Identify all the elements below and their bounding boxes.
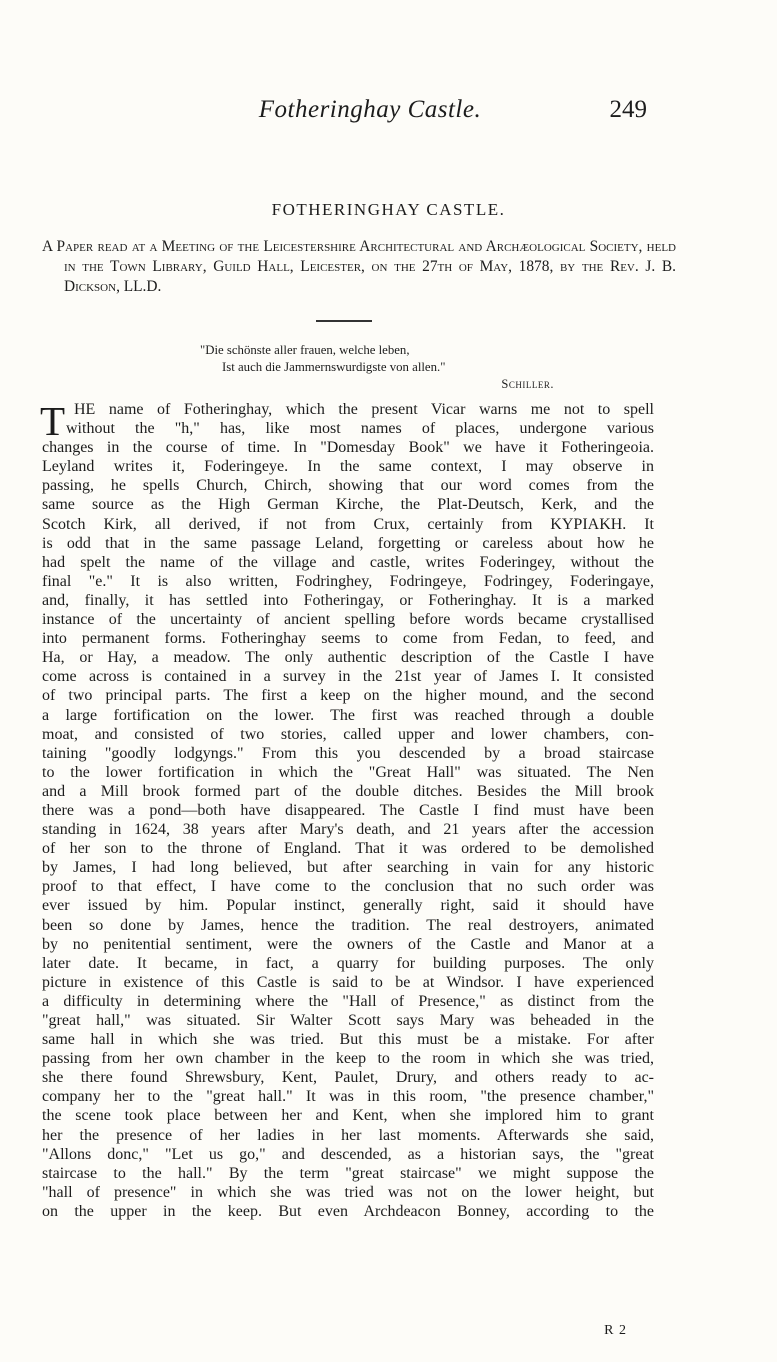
- body-line: "Allons donc," "Let us go," and descended, as a historian says, the "great: [42, 1145, 654, 1163]
- body-line: without the "h," has, like most names of places, undergone various: [66, 420, 654, 438]
- body-line: final "e." It is also written, Fodringhey, Fodringeye, Fodringey, Foderingaye,: [42, 572, 654, 590]
- body-line: her the presence of her ladies in her last moments. Afterwards she said,: [42, 1126, 654, 1144]
- body-line: later date. It became, in fact, a quarry for building purposes. The only: [42, 954, 654, 972]
- body-line: on the upper in the keep. But even Archdeacon Bonney, according to the: [42, 1202, 654, 1220]
- section-rule: [316, 320, 372, 322]
- body-line: she there found Shrewsbury, Kent, Paulet, Drury, and others ready to ac-: [42, 1069, 654, 1087]
- body-line: come across is contained in a survey in the 21st year of James I. It consisted: [42, 668, 654, 686]
- body-line: Scotch Kirk, all derived, if not from Crux, certainly from ΚΥΡΙΑΚΗ. It: [42, 515, 654, 533]
- page-number: 249: [609, 96, 647, 123]
- body-line: of her son to the throne of England. That it was ordered to be demolished: [42, 840, 654, 858]
- body-line: by James, I had long believed, but after searching in vain for any historic: [42, 859, 654, 877]
- body-line: been so done by James, hence the tradition. The real destroyers, animated: [42, 916, 654, 934]
- body-line: same hall in which she was tried. But this must be a mistake. For after: [42, 1031, 654, 1049]
- body-line: and a Mill brook formed part of the double ditches. Besides the Mill brook: [42, 782, 654, 800]
- body-line: proof to that effect, I have come to the conclusion that no such order was: [42, 878, 654, 896]
- body-line: into permanent forms. Fotheringhay seems to come from Fedan, to feed, and: [42, 630, 654, 648]
- body-line: to the lower fortification in which the "Great Hall" was situated. The Nen: [42, 763, 654, 781]
- body-line: there was a pond—both have disappeared. The Castle I find must have been: [42, 801, 654, 819]
- epigraph: [200, 342, 560, 393]
- drop-cap: T: [40, 398, 66, 444]
- body-line: HE name of Fotheringhay, which the present Vicar warns me not to spell: [74, 401, 654, 418]
- body-line: by no penitential sentiment, were the owners of the Castle and Manor at a: [42, 935, 654, 953]
- body-line: Ha, or Hay, a meadow. The only authentic description of the Castle I have: [42, 649, 654, 667]
- body-line: picture in existence of this Castle is said to be at Windsor. I have experienced: [42, 973, 654, 991]
- body-line: and, finally, it has settled into Fotheringay, or Fotheringhay. It is a marked: [42, 591, 654, 609]
- article-subtitle: A Paper read at a Meeting of the Leicestershire Architectural and Archæological Society, held in the Town Library, Guild Hall, Leicester, on the 27th of May, 1878, by the Rev. J. B. Dickson, LL.D.: [42, 238, 676, 295]
- body-line: passing from her own chamber in the keep to the room in which she was tried,: [42, 1050, 654, 1068]
- epigraph-line: "Die schönste aller frauen, welche leben,: [200, 343, 410, 357]
- body-text: [42, 400, 654, 1221]
- body-line: of two principal parts. The first a keep on the higher mound, and the second: [42, 687, 654, 705]
- running-title: Fotheringhay Castle.: [258, 96, 482, 123]
- body-line: is odd that in the same passage Leland, forgetting or careless about how he: [42, 534, 654, 552]
- body-line: a difficulty in determining where the "Hall of Presence," as distinct from the: [42, 992, 654, 1010]
- body-line: taining "goodly lodgyngs." From this you descended by a broad staircase: [42, 744, 654, 762]
- epigraph-line: Ist auch die Jammernswurdigste von allen.": [222, 360, 446, 374]
- running-header: [0, 96, 777, 130]
- body-line: Leyland writes it, Foderingeye. In the same context, I may observe in: [42, 458, 654, 476]
- body-line: passing, he spells Church, Chirch, showing that our word comes from the: [42, 477, 654, 495]
- body-line: a large fortification on the lower. The first was reached through a double: [42, 706, 654, 724]
- epigraph-author: Schiller.: [501, 377, 554, 391]
- body-line: had spelt the name of the village and castle, writes Foderingey, without the: [42, 553, 654, 571]
- body-line: staircase to the hall." By the term "great staircase" we might suppose the: [42, 1164, 654, 1182]
- body-line: "great hall," was situated. Sir Walter Scott says Mary was beheaded in the: [42, 1012, 654, 1029]
- body-line: the scene took place between her and Kent, when she implored him to grant: [42, 1107, 654, 1125]
- body-line: instance of the uncertainty of ancient spelling before words became crystallised: [42, 611, 654, 629]
- body-line: standing in 1624, 38 years after Mary's death, and 21 years after the accession: [42, 821, 654, 839]
- signature-mark: R 2: [604, 1323, 627, 1338]
- body-line: "hall of presence" in which she was tried was not on the lower height, but: [42, 1183, 654, 1201]
- article-title: FOTHERINGHAY CASTLE.: [271, 200, 506, 219]
- body-line: same source as the High German Kirche, the Plat-Deutsch, Kerk, and the: [42, 496, 654, 514]
- body-line: moat, and consisted of two stories, called upper and lower chambers, con-: [42, 725, 654, 743]
- body-line: company her to the "great hall." It was in this room, "the presence chamber,": [42, 1088, 654, 1106]
- body-line: changes in the course of time. In "Domesday Book" we have it Fotheringeoia.: [42, 439, 654, 457]
- body-line: ever issued by him. Popular instinct, generally right, said it should have: [42, 897, 654, 915]
